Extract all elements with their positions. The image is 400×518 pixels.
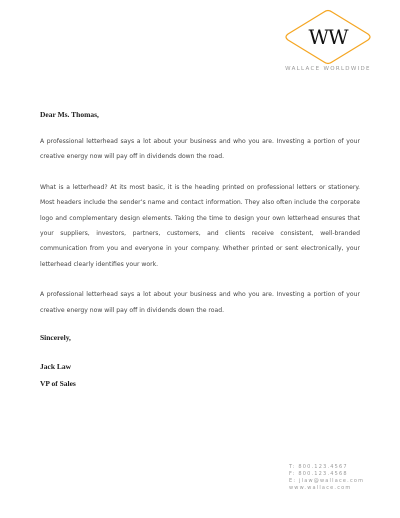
contact-fax: F: 800.123.4568 [289,470,348,477]
paragraph-3: A professional letterhead says a lot about your business and who you are. Investing a portion of your creative energy now will pay off in dividends down the road. [40,291,360,314]
letter-body [40,110,360,388]
signer-title: VP of Sales [40,379,76,389]
company-logo [280,8,376,84]
salutation: Dear Ms. Thomas, [40,110,99,119]
paragraph-1: A professional letterhead says a lot about your business and who you are. Investing a portion of your creative energy now will pay off in dividends down the road. [40,138,360,161]
company-name: WALLACE WORLDWIDE [285,66,371,72]
logo-initials: WW [308,25,348,49]
contact-website: www.wallace.com [289,484,352,491]
closing: Sincerely, [40,333,71,343]
signer-name: Jack Law [40,362,72,372]
contact-block [289,464,364,492]
contact-email: E: jlaw@wallace.com [289,477,365,484]
paragraph-2: What is a letterhead? At its most basic, it is the heading printed on professional letters or stationery. Most headers include the sender’s name and contact information. They also often include the corporate logo and complementary design elements. Taking the time to design your own letterhead ensures that your suppliers, investors, partners, customers, and clients receive consistent, well-branded communication from you and everyone in your company. Whether printed or sent electronically, your letterhead clearly identifies your work. [40,183,360,268]
contact-phone: T: 800.123.4567 [289,464,348,470]
